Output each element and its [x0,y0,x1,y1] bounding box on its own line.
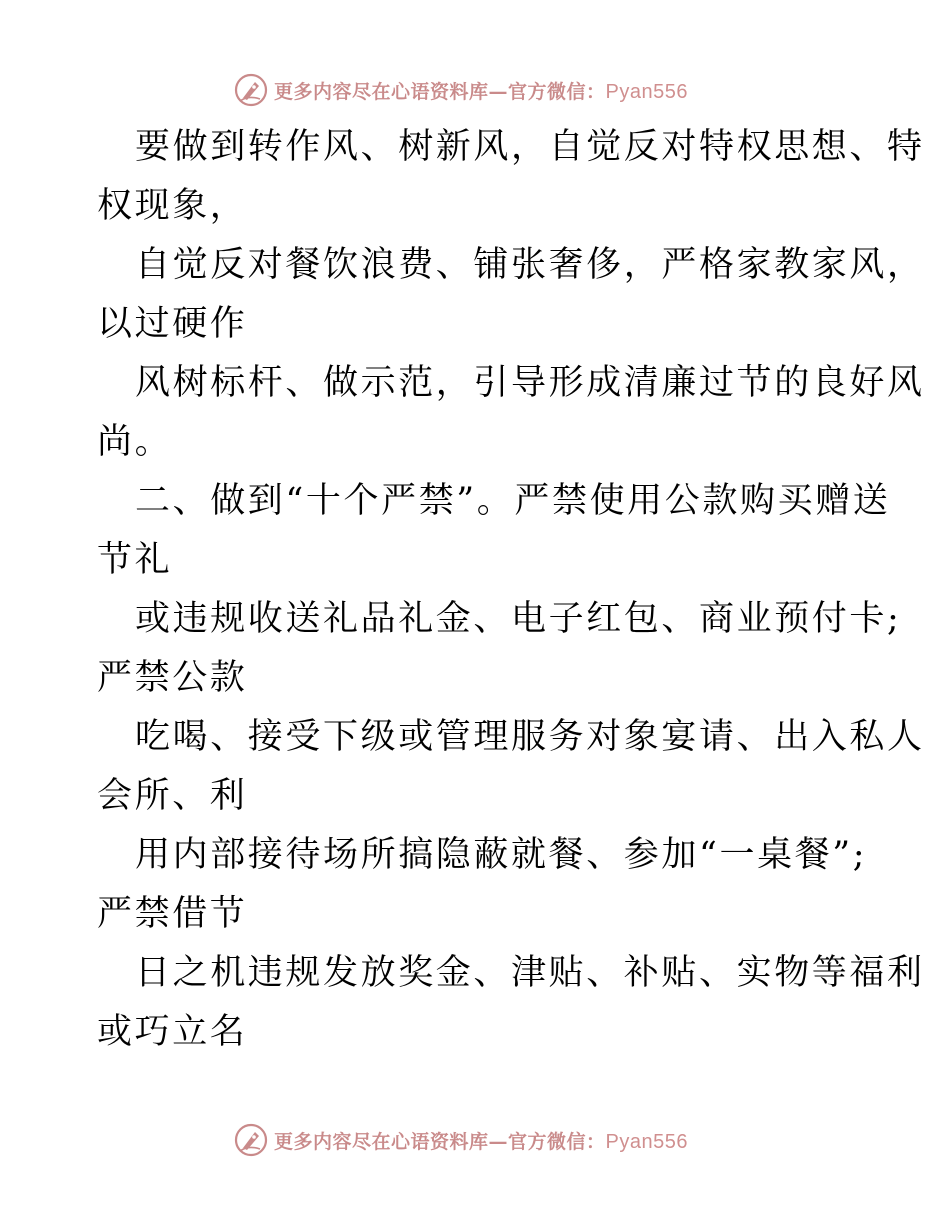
watermark-wechat-id: Pyan556 [605,80,688,103]
document-body [97,118,925,1062]
text-line: 吃喝、接受下级或管理服务对象宴请、出入私人 [135,717,925,757]
text-line: 严禁借节 [97,894,248,934]
text-line: 要做到转作风、树新风，自觉反对特权思想、特 [135,127,925,167]
footer-watermark [234,1122,734,1158]
watermark-label [274,1127,688,1154]
text-line: 会所、利 [97,776,248,816]
watermark-label [274,77,688,104]
text-line: 节礼 [97,540,173,580]
watermark-text: 更多内容尽在心语资料库—官方微信： [274,1130,606,1153]
text-line: 或违规收送礼品礼金、电子红包、商业预付卡; [135,599,902,639]
text-line: 权现象， [97,186,248,226]
text-line: 尚。 [97,422,173,462]
text-line: 风树标杆、做示范，引导形成清廉过节的良好风 [135,363,925,403]
text-line: 自觉反对餐饮浪费、铺张奢侈，严格家教家风， [135,245,925,285]
header-watermark [234,72,734,108]
watermark-text: 更多内容尽在心语资料库—官方微信： [274,80,606,103]
text-line: 用内部接待场所搞隐蔽就餐、参加“一桌餐”; [135,835,868,875]
text-line: 严禁公款 [97,658,248,698]
pen-nib-logo-icon [234,73,268,107]
pen-nib-logo-icon [234,1123,268,1157]
text-line: 日之机违规发放奖金、津贴、补贴、实物等福利 [135,953,925,993]
text-line: 以过硬作 [97,304,248,344]
text-line: 或巧立名 [97,1012,248,1052]
text-line: 二、做到“十个严禁”。严禁使用公款购买赠送 [135,481,891,521]
watermark-wechat-id: Pyan556 [605,1130,688,1153]
